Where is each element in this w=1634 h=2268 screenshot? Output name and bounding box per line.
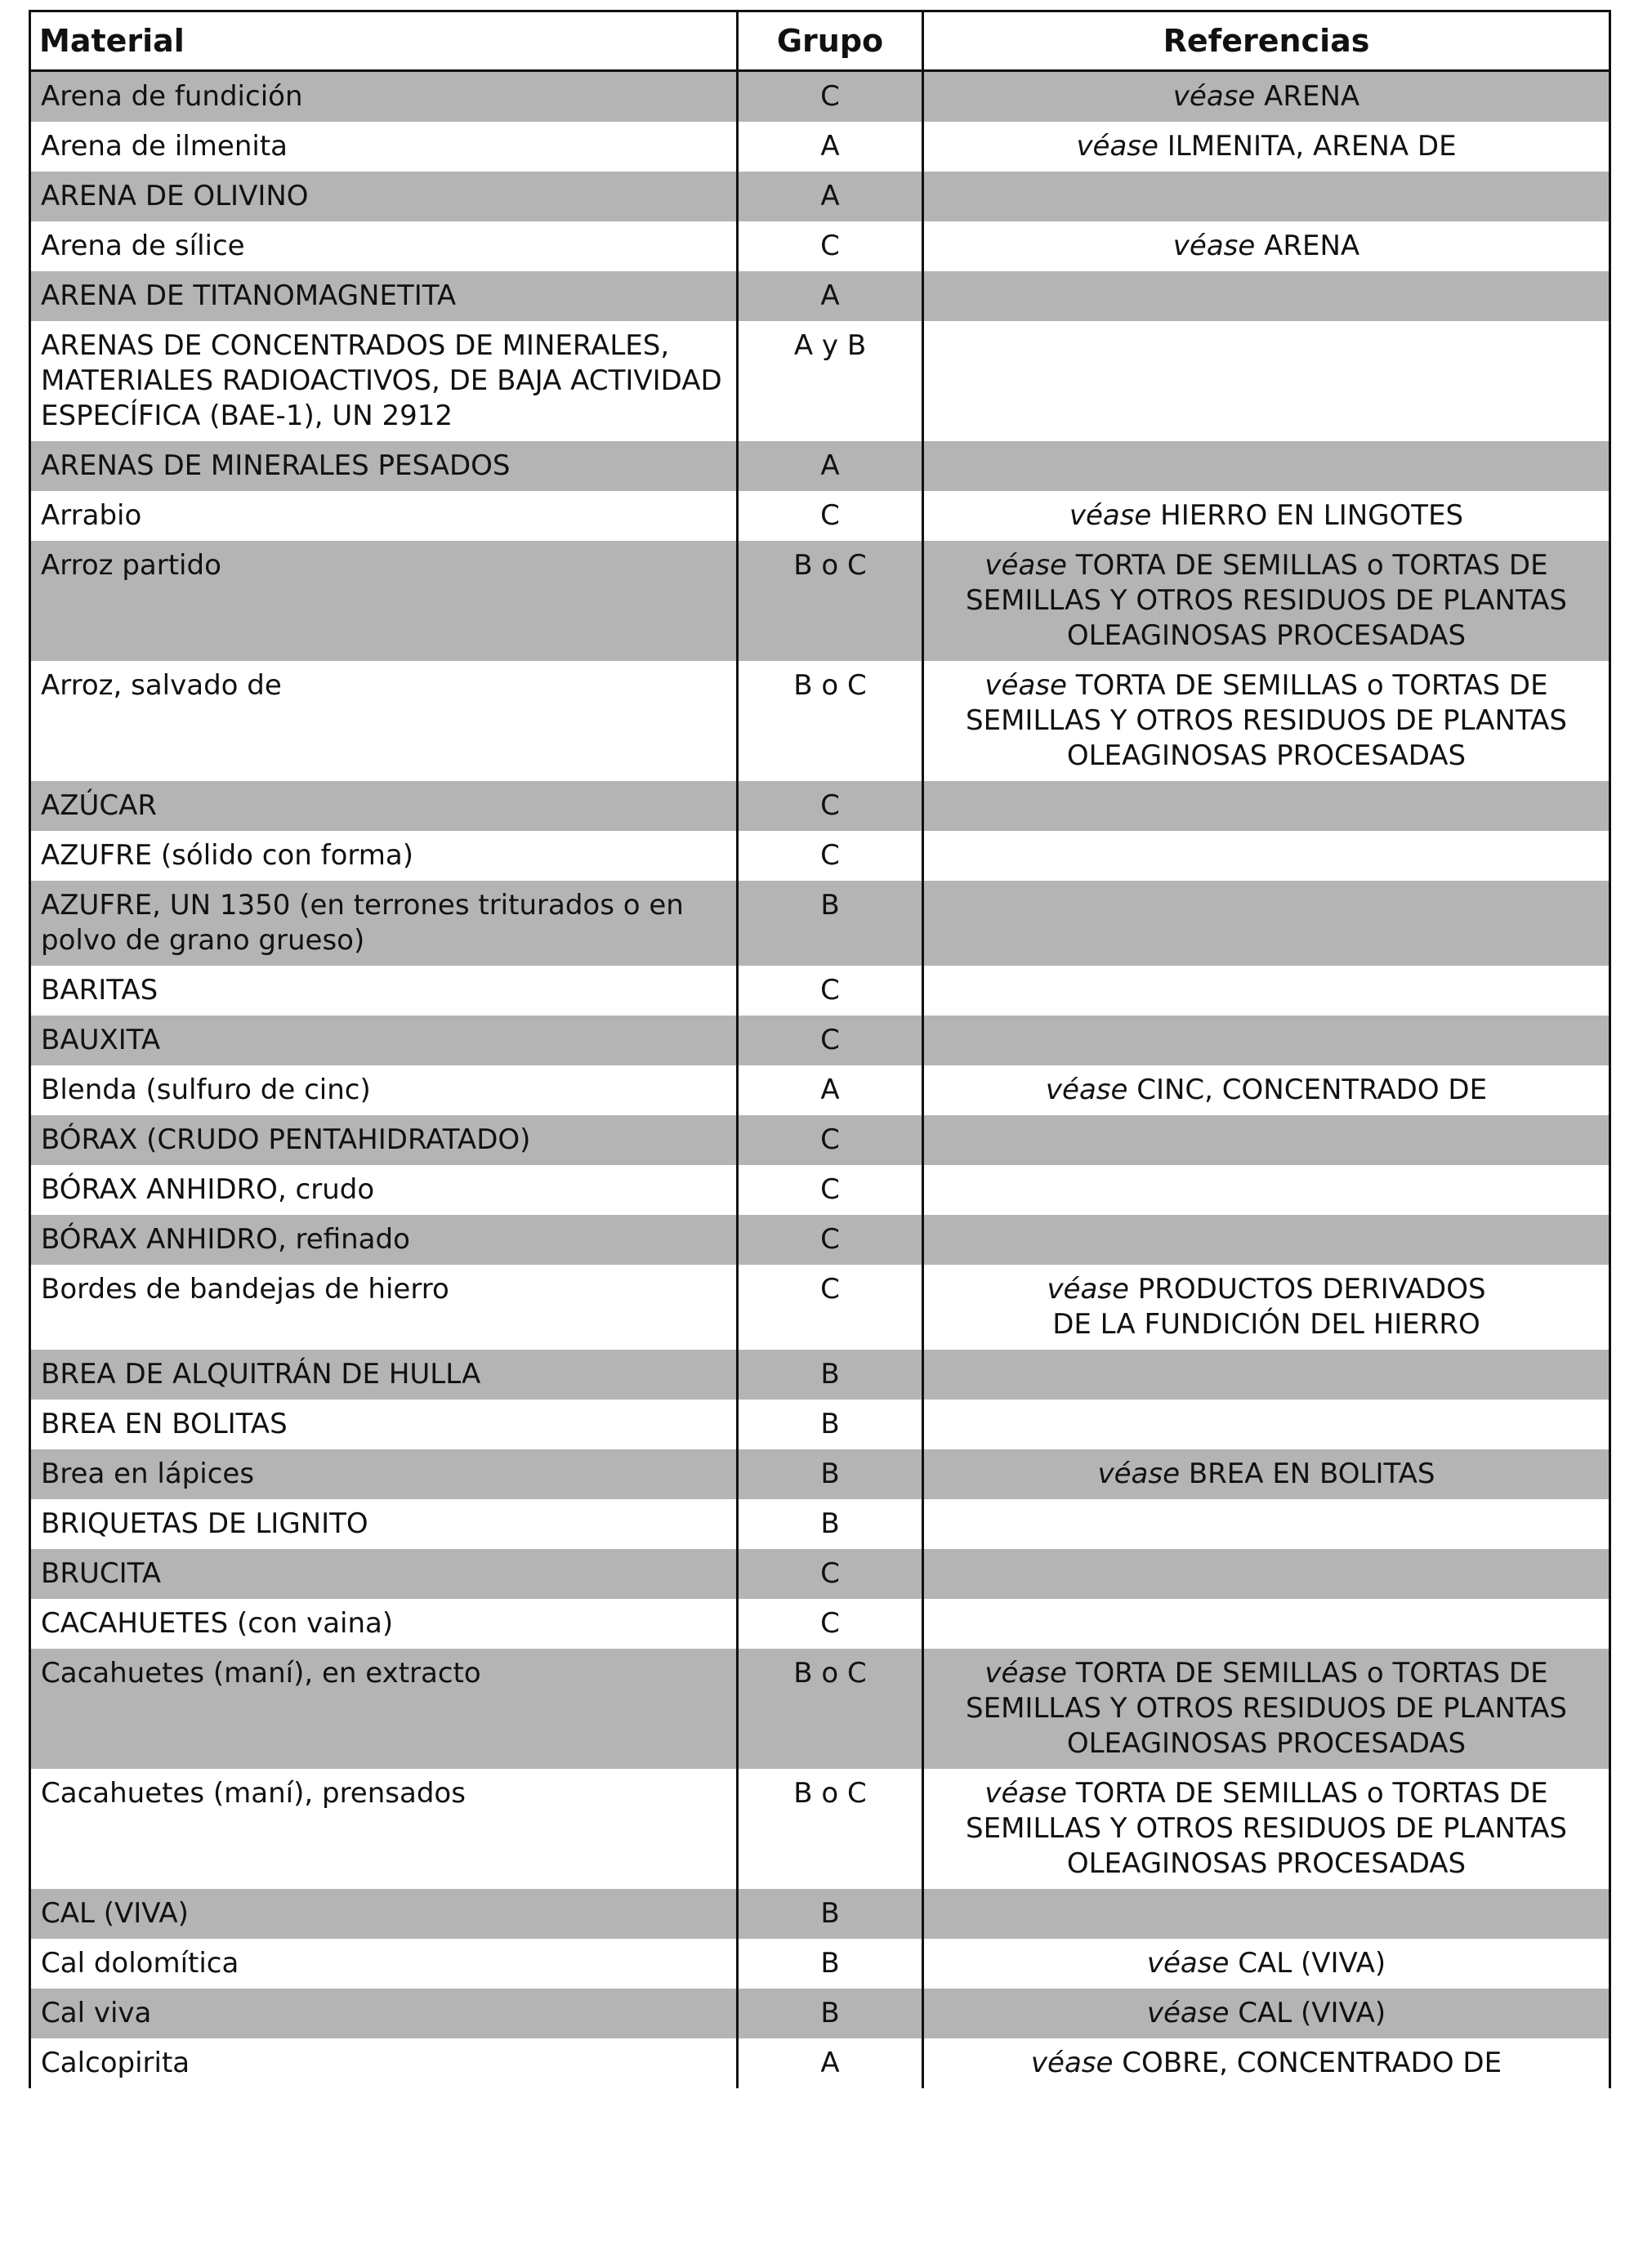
material-cell: AZUFRE (sólido con forma) — [30, 831, 738, 881]
materials-table — [29, 10, 1611, 2088]
material-cell: BREA EN BOLITAS — [30, 1400, 738, 1449]
table-row — [30, 1769, 1610, 1889]
header-row — [30, 11, 1610, 71]
table-row — [30, 1549, 1610, 1599]
material-cell: Cal viva — [30, 1989, 738, 2038]
reference-text: CINC, CONCENTRADO DE — [1136, 1074, 1488, 1106]
reference-line — [934, 1776, 1599, 1811]
header-references: Referencias — [923, 11, 1610, 71]
group-cell: A — [738, 1065, 923, 1115]
reference-text: DE LA FUNDICIÓN DEL HIERRO — [1052, 1308, 1480, 1341]
group-cell: B — [738, 881, 923, 966]
group-cell: B o C — [738, 1769, 923, 1889]
material-cell: Brea en lápices — [30, 1449, 738, 1499]
reference-lead: véase — [984, 549, 1067, 582]
group-cell: A — [738, 441, 923, 491]
reference-text: OLEAGINOSAS PROCESADAS — [1066, 1847, 1467, 1880]
reference-cell — [923, 1939, 1610, 1989]
reference-lead: véase — [1146, 1947, 1230, 1980]
reference-line — [934, 1307, 1599, 1342]
table-row — [30, 172, 1610, 221]
reference-text: OLEAGINOSAS PROCESADAS — [1066, 739, 1467, 772]
table-row — [30, 881, 1610, 966]
material-cell: BRIQUETAS DE LIGNITO — [30, 1499, 738, 1549]
table-row — [30, 1016, 1610, 1065]
group-cell: A — [738, 172, 923, 221]
group-cell: A y B — [738, 321, 923, 441]
reference-lead: véase — [1030, 2047, 1114, 2079]
table-row — [30, 1350, 1610, 1400]
material-cell: BAUXITA — [30, 1016, 738, 1065]
reference-cell — [923, 1649, 1610, 1769]
group-cell: C — [738, 1115, 923, 1165]
material-cell: Arrabio — [30, 491, 738, 541]
reference-line — [934, 79, 1599, 114]
group-cell: B — [738, 1350, 923, 1400]
reference-text: TORTA DE SEMILLAS o TORTAS DE — [1075, 1777, 1548, 1810]
reference-cell — [923, 441, 1610, 491]
reference-text: ARENA — [1264, 230, 1360, 262]
table-row — [30, 441, 1610, 491]
reference-line — [934, 1996, 1599, 2031]
reference-cell — [923, 1165, 1610, 1215]
table-row — [30, 1065, 1610, 1115]
table-row — [30, 661, 1610, 781]
group-cell: B o C — [738, 541, 923, 661]
reference-line — [934, 583, 1599, 618]
material-cell: Cacahuetes (maní), en extracto — [30, 1649, 738, 1769]
reference-cell — [923, 661, 1610, 781]
reference-line — [934, 703, 1599, 739]
material-cell: BÓRAX (CRUDO PENTAHIDRATADO) — [30, 1115, 738, 1165]
material-cell: AZÚCAR — [30, 781, 738, 831]
material-cell: Calcopirita — [30, 2038, 738, 2088]
reference-text: TORTA DE SEMILLAS o TORTAS DE — [1075, 1657, 1548, 1690]
material-cell: ARENA DE OLIVINO — [30, 172, 738, 221]
table-row — [30, 1499, 1610, 1549]
reference-line — [934, 1811, 1599, 1846]
group-cell: C — [738, 1165, 923, 1215]
table-row — [30, 71, 1610, 123]
reference-text: SEMILLAS Y OTROS RESIDUOS DE PLANTAS — [966, 704, 1567, 737]
reference-cell — [923, 122, 1610, 172]
material-cell: Arroz partido — [30, 541, 738, 661]
reference-lead: véase — [1097, 1458, 1181, 1490]
material-cell: Bordes de bandejas de hierro — [30, 1265, 738, 1350]
material-cell: Blenda (sulfuro de cinc) — [30, 1065, 738, 1115]
group-cell: C — [738, 1549, 923, 1599]
table-row — [30, 1939, 1610, 1989]
group-cell: C — [738, 1599, 923, 1649]
reference-cell — [923, 1350, 1610, 1400]
table-row — [30, 1215, 1610, 1265]
reference-cell — [923, 1449, 1610, 1499]
reference-text: CAL (VIVA) — [1238, 1997, 1386, 2029]
reference-line — [934, 739, 1599, 774]
material-cell: Arena de fundición — [30, 71, 738, 123]
table-row — [30, 831, 1610, 881]
table-row — [30, 221, 1610, 271]
material-cell: BREA DE ALQUITRÁN DE HULLA — [30, 1350, 738, 1400]
table-row — [30, 1599, 1610, 1649]
reference-lead: véase — [1045, 1074, 1128, 1106]
header-material: Material — [30, 11, 738, 71]
table-header — [30, 11, 1610, 71]
material-cell: ARENAS DE CONCENTRADOS DE MINERALES, MATERIALES RADIOACTIVOS, DE BAJA ACTIVIDAD ESPECÍFICA (BAE-1), UN 2912 — [30, 321, 738, 441]
reference-text: TORTA DE SEMILLAS o TORTAS DE — [1075, 669, 1548, 702]
group-cell: B — [738, 1889, 923, 1939]
table-row — [30, 271, 1610, 321]
reference-cell — [923, 321, 1610, 441]
reference-text: HIERRO EN LINGOTES — [1160, 499, 1464, 532]
reference-cell — [923, 2038, 1610, 2088]
group-cell: B — [738, 1449, 923, 1499]
reference-cell — [923, 541, 1610, 661]
reference-cell — [923, 1016, 1610, 1065]
reference-cell — [923, 781, 1610, 831]
group-cell: C — [738, 491, 923, 541]
reference-cell — [923, 491, 1610, 541]
group-cell: C — [738, 1016, 923, 1065]
group-cell: B o C — [738, 1649, 923, 1769]
reference-text: OLEAGINOSAS PROCESADAS — [1066, 619, 1467, 652]
reference-line — [934, 1272, 1599, 1307]
table-row — [30, 781, 1610, 831]
group-cell: C — [738, 71, 923, 123]
reference-cell — [923, 271, 1610, 321]
group-cell: B — [738, 1499, 923, 1549]
group-cell: C — [738, 1265, 923, 1350]
reference-text: SEMILLAS Y OTROS RESIDUOS DE PLANTAS — [966, 1812, 1567, 1845]
reference-line — [934, 1073, 1599, 1108]
reference-line — [934, 1457, 1599, 1492]
group-cell: B — [738, 1939, 923, 1989]
reference-lead: véase — [1172, 80, 1256, 113]
material-cell: BRUCITA — [30, 1549, 738, 1599]
reference-cell — [923, 1065, 1610, 1115]
material-cell: Cal dolomítica — [30, 1939, 738, 1989]
reference-line — [934, 1656, 1599, 1691]
table-row — [30, 966, 1610, 1016]
table-row — [30, 491, 1610, 541]
reference-text: SEMILLAS Y OTROS RESIDUOS DE PLANTAS — [966, 1692, 1567, 1725]
table-row — [30, 1989, 1610, 2038]
table-row — [30, 1889, 1610, 1939]
reference-text: SEMILLAS Y OTROS RESIDUOS DE PLANTAS — [966, 584, 1567, 617]
reference-text: PRODUCTOS DERIVADOS — [1137, 1273, 1486, 1306]
reference-line — [934, 229, 1599, 264]
reference-cell — [923, 1599, 1610, 1649]
material-cell: Cacahuetes (maní), prensados — [30, 1769, 738, 1889]
reference-lead: véase — [1069, 499, 1152, 532]
table-row — [30, 541, 1610, 661]
reference-line — [934, 1691, 1599, 1726]
reference-cell — [923, 1889, 1610, 1939]
header-group: Grupo — [738, 11, 923, 71]
reference-line — [934, 668, 1599, 703]
reference-lead: véase — [984, 1657, 1067, 1690]
reference-lead: véase — [1047, 1273, 1129, 1306]
reference-cell — [923, 1400, 1610, 1449]
reference-text: ARENA — [1264, 80, 1360, 113]
reference-cell — [923, 172, 1610, 221]
table-row — [30, 1449, 1610, 1499]
table-row — [30, 2038, 1610, 2088]
reference-cell — [923, 71, 1610, 123]
reference-line — [934, 548, 1599, 583]
reference-lead: véase — [984, 669, 1067, 702]
group-cell: C — [738, 781, 923, 831]
table-row — [30, 1400, 1610, 1449]
reference-lead: véase — [984, 1777, 1067, 1810]
reference-text: BREA EN BOLITAS — [1188, 1458, 1435, 1490]
material-cell: CACAHUETES (con vaina) — [30, 1599, 738, 1649]
reference-text: OLEAGINOSAS PROCESADAS — [1066, 1727, 1467, 1760]
reference-cell — [923, 1215, 1610, 1265]
material-cell: AZUFRE, UN 1350 (en terrones triturados o en polvo de grano grueso) — [30, 881, 738, 966]
group-cell: C — [738, 1215, 923, 1265]
group-cell: C — [738, 966, 923, 1016]
material-cell: BARITAS — [30, 966, 738, 1016]
table-row — [30, 1265, 1610, 1350]
table-row — [30, 1115, 1610, 1165]
group-cell: A — [738, 271, 923, 321]
reference-line — [934, 2046, 1599, 2081]
group-cell: B — [738, 1400, 923, 1449]
reference-line — [934, 129, 1599, 164]
group-cell: C — [738, 221, 923, 271]
material-cell: Arroz, salvado de — [30, 661, 738, 781]
table-body — [30, 71, 1610, 2089]
material-cell: ARENA DE TITANOMAGNETITA — [30, 271, 738, 321]
reference-text: COBRE, CONCENTRADO DE — [1122, 2047, 1502, 2079]
table-row — [30, 1649, 1610, 1769]
reference-cell — [923, 1265, 1610, 1350]
reference-lead: véase — [1146, 1997, 1230, 2029]
table-row — [30, 1165, 1610, 1215]
reference-cell — [923, 1499, 1610, 1549]
reference-line — [934, 618, 1599, 654]
reference-text: CAL (VIVA) — [1238, 1947, 1386, 1980]
reference-cell — [923, 1989, 1610, 2038]
reference-line — [934, 1946, 1599, 1981]
reference-cell — [923, 881, 1610, 966]
reference-text: ILMENITA, ARENA DE — [1167, 130, 1457, 163]
reference-line — [934, 1846, 1599, 1882]
group-cell: B — [738, 1989, 923, 2038]
group-cell: A — [738, 2038, 923, 2088]
reference-line — [934, 498, 1599, 534]
group-cell: A — [738, 122, 923, 172]
reference-line — [934, 1726, 1599, 1761]
materials-table-page — [29, 10, 1609, 2088]
reference-cell — [923, 221, 1610, 271]
table-row — [30, 321, 1610, 441]
reference-lead: véase — [1172, 230, 1256, 262]
reference-text: TORTA DE SEMILLAS o TORTAS DE — [1075, 549, 1548, 582]
material-cell: ARENAS DE MINERALES PESADOS — [30, 441, 738, 491]
reference-cell — [923, 1769, 1610, 1889]
material-cell: BÓRAX ANHIDRO, crudo — [30, 1165, 738, 1215]
group-cell: C — [738, 831, 923, 881]
material-cell: CAL (VIVA) — [30, 1889, 738, 1939]
reference-cell — [923, 966, 1610, 1016]
material-cell: BÓRAX ANHIDRO, refinado — [30, 1215, 738, 1265]
material-cell: Arena de sílice — [30, 221, 738, 271]
material-cell: Arena de ilmenita — [30, 122, 738, 172]
reference-cell — [923, 1549, 1610, 1599]
group-cell: B o C — [738, 661, 923, 781]
reference-cell — [923, 831, 1610, 881]
reference-lead: véase — [1076, 130, 1159, 163]
reference-cell — [923, 1115, 1610, 1165]
table-row — [30, 122, 1610, 172]
